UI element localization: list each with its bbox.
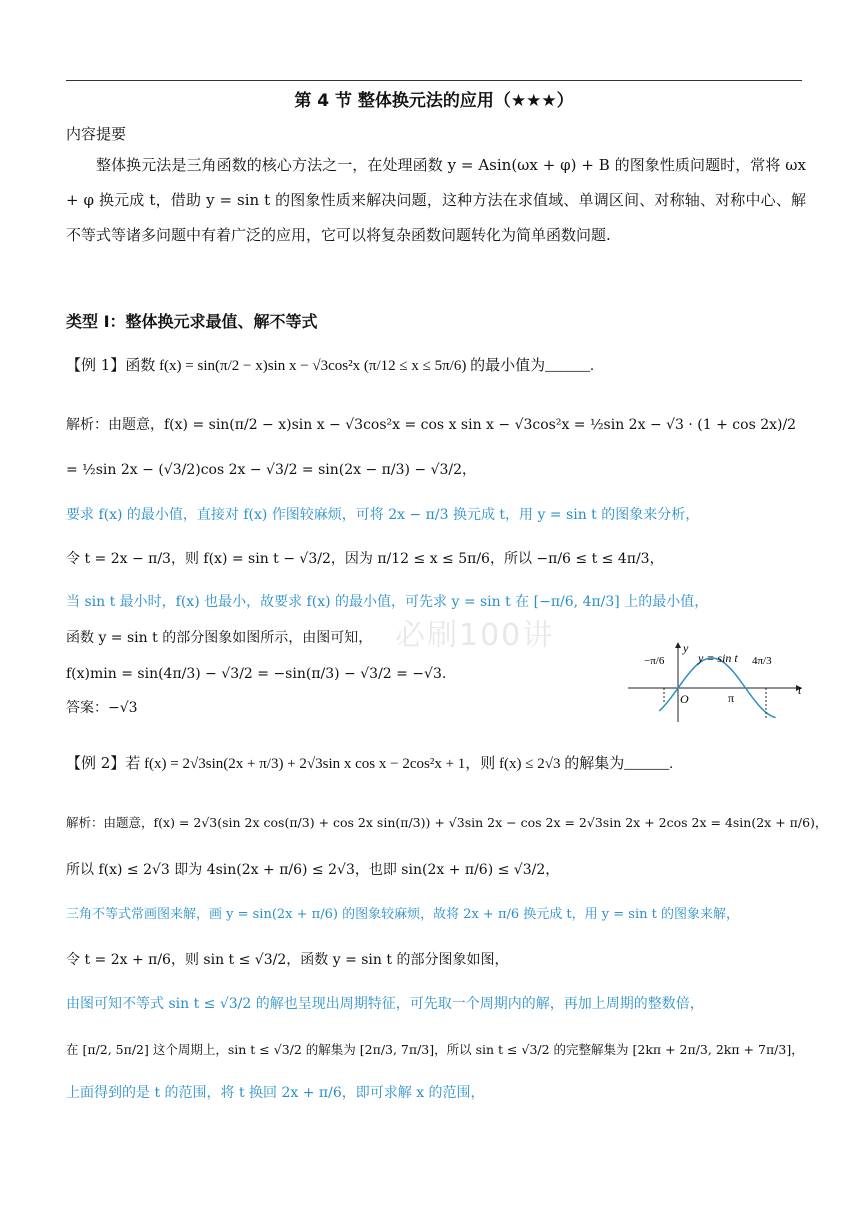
header-rule <box>66 80 802 81</box>
example2-hint1: 三角不等式常画图来解，画 y = sin(2x + π/6) 的图象较麻烦，故将 2x + π/6 换元成 t，用 y = sin t 的图象来解， <box>66 907 739 922</box>
origin-label: O <box>680 692 689 706</box>
example2-label: 【例 2】 <box>66 754 126 772</box>
example1-hint1: 要求 f(x) 的最小值，直接对 f(x) 作图较麻烦，可将 2x − π/3 换元成 t，用 y = sin t 的图象来分析， <box>66 507 700 523</box>
example1-solution-line2: = ½sin 2x − (√3/2)cos 2x − √3/2 = sin(2x − π/3) − √3/2， <box>66 462 477 478</box>
example1-label: 【例 1】 <box>66 356 126 374</box>
example1-answer: 答案：−√3 <box>66 700 138 716</box>
example1-solution-text1: 由题意，f(x) = sin(π/2 − x)sin x − √3cos²x = cos x sin x − √3cos²x = ½sin 2x − √3 · (1 + cos 2x)/2 <box>108 417 797 433</box>
summary-text: 整体换元法是三角函数的核心方法之一，在处理函数 y = Asin(ωx + φ) + B 的图象性质问题时，常将 ωx + φ 换元成 t，借助 y = sin t 的图象性质来解决问题，这种方法在求值域、单调区间、对称轴、对称中心、解不等式等诸多问题中有着广泛的应用，它可以将复杂函数问题转化为简单函数问题. <box>66 156 806 244</box>
example1-hint2: 当 sin t 最小时，f(x) 也最小，故要求 f(x) 的最小值，可先求 y = sin t 在 [−π/6, 4π/3] 上的最小值， <box>66 594 709 610</box>
example2-solution-text1: 由题意，f(x) = 2√3(sin 2x cos(π/3) + cos 2x sin(π/3)) + √3sin 2x − cos 2x = 2√3sin 2x + 2cos 2x = 4sin(2x + π/6)， <box>103 815 828 830</box>
watermark-text: 必刷100讲 <box>395 618 555 653</box>
sine-graph <box>620 640 810 726</box>
example2-solution-line3: 令 t = 2x + π/6，则 sin t ≤ √3/2，函数 y = sin t 的部分图象如图， <box>66 952 509 968</box>
example1-problem-text: 函数 f(x) = sin(π/2 − x)sin x − √3cos²x (π/12 ≤ x ≤ 5π/6) 的最小值为______. <box>125 358 594 374</box>
example1-solution-line1 <box>66 415 796 435</box>
section-title: 第 4 节 整体换元法的应用（★★★） <box>294 91 574 111</box>
example1-solution-line5: f(x)min = sin(4π/3) − √3/2 = −sin(π/3) − √3/2 = −√3. <box>66 666 447 682</box>
example2-solution-label: 解析： <box>66 815 104 830</box>
t-axis-label: t <box>798 683 802 697</box>
left-mark-label: −π/6 <box>644 655 665 667</box>
example2-solution-line1 <box>66 813 827 833</box>
example1-solution-label: 解析： <box>66 417 108 433</box>
right-mark-label: 4π/3 <box>752 655 772 667</box>
example2-solution-line4: 在 [π/2, 5π/2] 这个周期上，sin t ≤ √3/2 的解集为 [2π/3, 7π/3]，所以 sin t ≤ √3/2 的完整解集为 [2kπ + 2π/3, 2kπ + 7π/3]， <box>66 1042 804 1057</box>
example1-problem <box>66 355 594 376</box>
pi-mark-label: π <box>728 691 735 705</box>
example1-solution-line3: 令 t = 2x − π/3，则 f(x) = sin t − √3/2，因为 π/12 ≤ x ≤ 5π/6，所以 −π/6 ≤ t ≤ 4π/3， <box>66 551 664 567</box>
y-axis-label: y <box>683 641 689 655</box>
example2-hint2: 由图可知不等式 sin t ≤ √3/2 的解也呈现出周期特征，可先取一个周期内的解，再加上周期的整数倍， <box>66 996 704 1012</box>
example2-problem <box>66 753 673 774</box>
example1-solution-line4: 函数 y = sin t 的部分图象如图所示，由图可知， <box>66 630 373 646</box>
summary-heading: 内容提要 <box>66 125 127 143</box>
example2-solution-line2: 所以 f(x) ≤ 2√3 即为 4sin(2x + π/6) ≤ 2√3，也即 sin(2x + π/6) ≤ √3/2， <box>66 862 560 878</box>
example2-hint3: 上面得到的是 t 的范围，将 t 换回 2x + π/6，即可求解 x 的范围， <box>66 1085 485 1101</box>
example2-problem-text: 若 f(x) = 2√3sin(2x + π/3) + 2√3sin x cos x − 2cos²x + 1，则 f(x) ≤ 2√3 的解集为______. <box>125 756 673 772</box>
curve-label: y = sin t <box>698 651 738 665</box>
type1-heading: 类型 I：整体换元求最值、解不等式 <box>66 312 318 331</box>
y-axis-arrow <box>675 642 681 648</box>
